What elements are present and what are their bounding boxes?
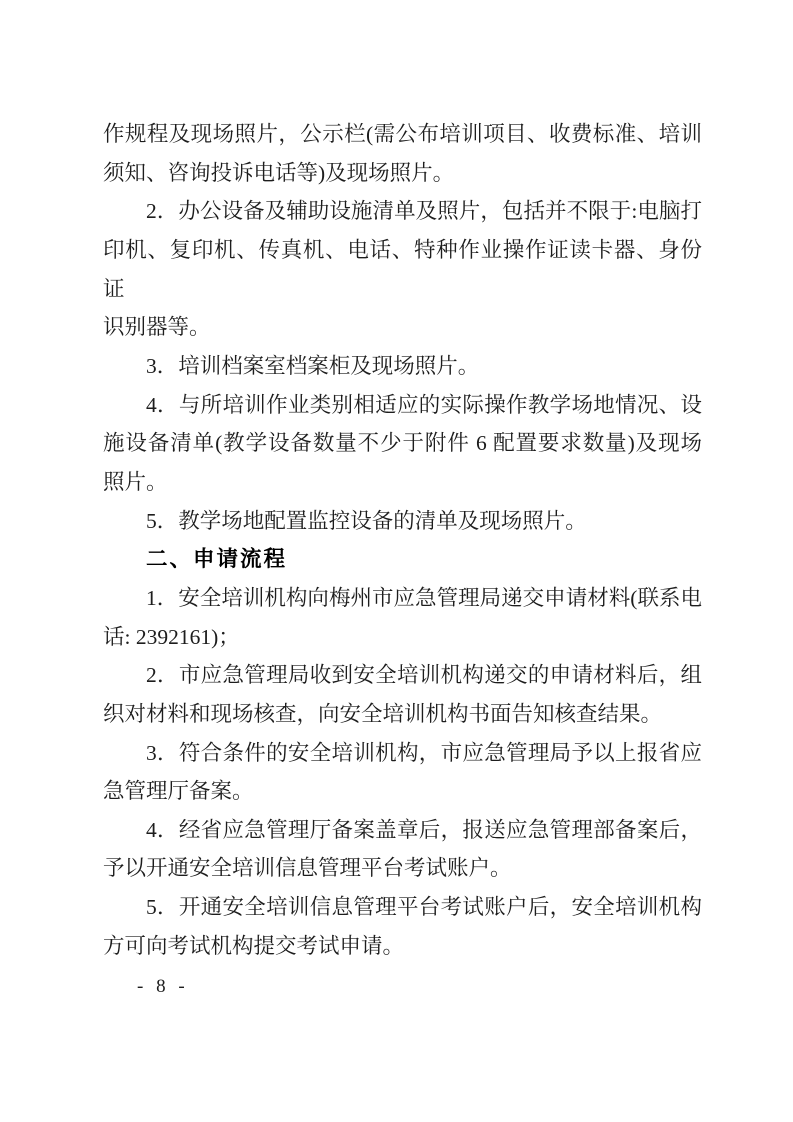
document-body [103,115,702,965]
paragraph [103,386,702,502]
paragraph [103,734,702,811]
text-line: 识别器等。 [103,315,211,340]
text-line: 1．安全培训机构向梅州市应急管理局递交申请材料(联系电 [146,585,702,610]
paragraph [103,192,702,347]
text-line: 2．市应急管理局收到安全培训机构递交的申请材料后，组 [146,663,702,688]
paragraph [103,888,702,965]
text-line: 3．培训档案室档案柜及现场照片。 [146,353,480,378]
text-line: 5．教学场地配置监控设备的清单及现场照片。 [146,508,587,533]
text-line: 照片。 [103,469,168,494]
paragraph [103,656,702,733]
text-line: 作规程及现场照片，公示栏(需公布培训项目、收费标准、培训 [103,122,702,146]
section-heading [103,540,702,579]
text-line: 予以开通安全培训信息管理平台考试账户。 [103,856,512,881]
text-line: 方可向考试机构提交考试申请。 [103,933,405,958]
paragraph [103,347,702,386]
text-line: 话: 2392161)； [103,624,240,649]
text-line: 织对材料和现场核查，向安全培训机构书面告知核查结果。 [103,701,663,726]
text-line: 印机、复印机、传真机、电话、特种作业操作证读卡器、身份证 [103,237,702,301]
text-line: 施设备清单(教学设备数量不少于附件 6 配置要求数量)及现场 [103,431,702,456]
paragraph [103,502,702,541]
text-line: 须知、咨询投诉电话等)及现场照片。 [103,160,455,185]
text-line: 4．与所培训作业类别相适应的实际操作教学场地情况、设 [146,392,702,417]
text-line: 3．符合条件的安全培训机构，市应急管理局予以上报省应 [146,740,702,765]
text-line: 急管理厅备案。 [103,779,254,804]
text-line: 2．办公设备及辅助设施清单及照片，包括并不限于:电脑打 [146,199,702,224]
text-line: 二、申请流程 [146,547,288,572]
page-number: - 8 - [137,976,189,997]
paragraph [103,811,702,888]
paragraph [103,579,702,656]
text-line: 5．开通安全培训信息管理平台考试账户后，安全培训机构 [146,895,702,920]
paragraph [103,115,702,192]
text-line: 4．经省应急管理厅备案盖章后，报送应急管理部备案后， [146,817,702,842]
